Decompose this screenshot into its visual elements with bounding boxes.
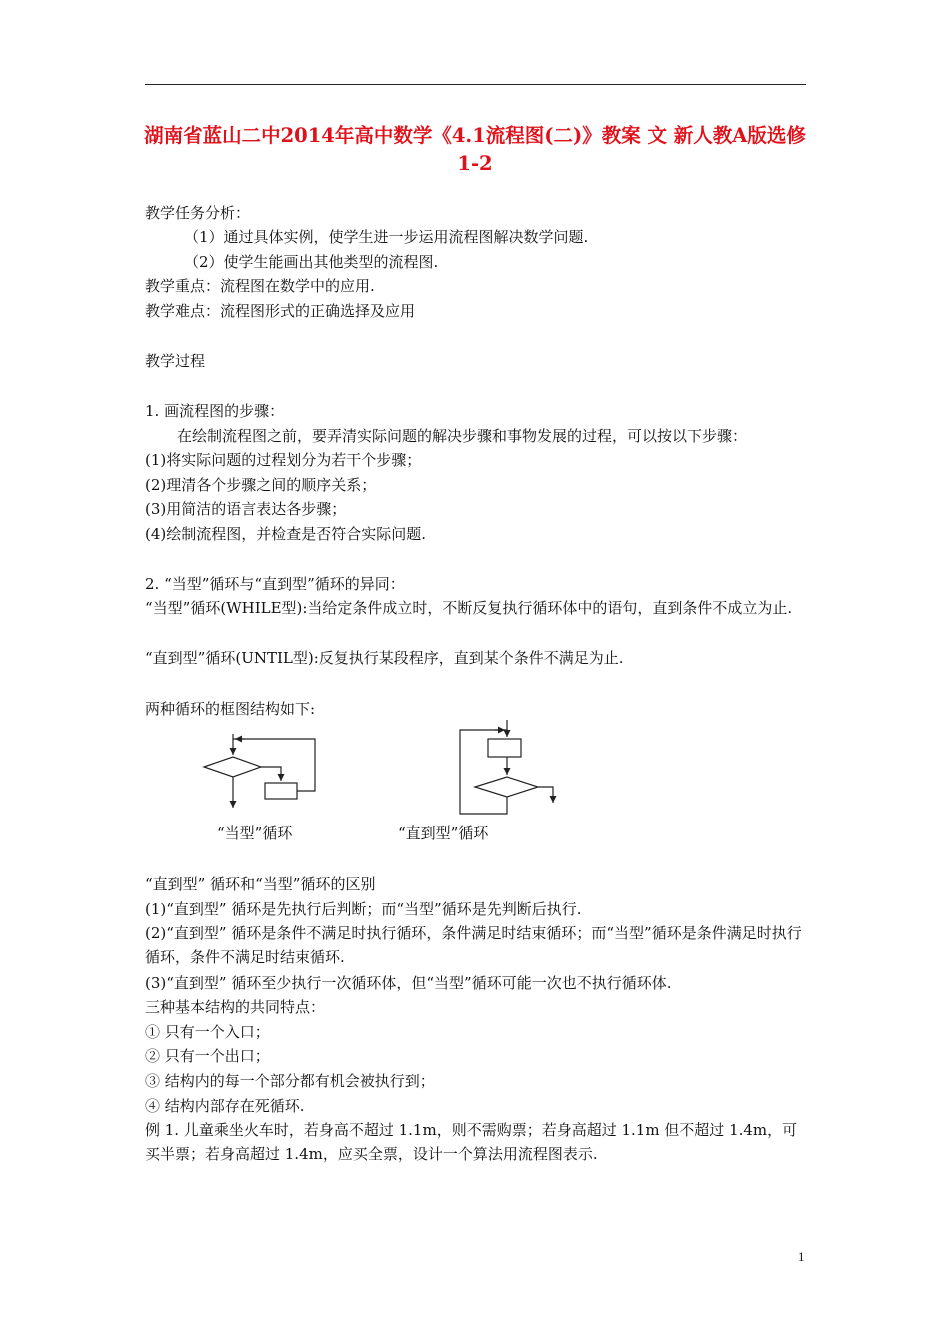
process-heading: 教学过程 <box>145 352 206 370</box>
while-loop-definition: “当型”循环(WHILE型):当给定条件成立时，不断反复执行循环体中的语句，直到条件不成立为止. <box>145 599 793 617</box>
diagram-intro: 两种循环的框图结构如下: <box>145 700 316 718</box>
task-heading: 教学任务分析： <box>145 204 251 222</box>
common-features-heading: 三种基本结构的共同特点： <box>145 998 326 1016</box>
difference-item-1: (1)“直到型” 循环是先执行后判断；而“当型”循环是先判断后执行. <box>145 900 582 918</box>
difference-item-2: (2)“直到型” 循环是条件不满足时执行循环，条件满足时结束循环；而“当型”循环是条件满足时执行循环，条件不满足时结束循环. <box>145 924 802 966</box>
until-loop-definition: “直到型”循环(UNTIL型):反复执行某段程序，直到某个条件不满足为止. <box>145 649 624 667</box>
page-number: 1 <box>798 1249 805 1264</box>
loop-flowcharts <box>195 717 575 837</box>
task-item-2: （2）使学生能画出其他类型的流程图. <box>184 253 439 271</box>
common-feature-4: ④ 结构内部存在死循环. <box>145 1097 305 1115</box>
section-1-step-3: (3)用简洁的语言表达各步骤； <box>145 500 347 518</box>
section-2-heading: 2. “当型”循环与“直到型”循环的异同： <box>145 575 405 593</box>
section-1-heading: 1. 画流程图的步骤： <box>145 402 285 420</box>
section-1-intro: 在绘制流程图之前，要弄清实际问题的解决步骤和事物发展的过程，可以按以下步骤： <box>177 427 748 445</box>
section-1-step-2: (2)理清各个步骤之间的顺序关系； <box>145 476 377 494</box>
teaching-focus: 教学重点：流程图在数学中的应用. <box>145 277 375 295</box>
section-1-step-4: (4)绘制流程图，并检查是否符合实际问题. <box>145 525 427 543</box>
while-loop-flowchart <box>204 734 315 808</box>
until-loop-caption: “直到型”循环 <box>398 824 489 842</box>
common-feature-3: ③ 结构内的每一个部分都有机会被执行到； <box>145 1072 435 1090</box>
common-feature-1: ① 只有一个入口； <box>145 1023 270 1041</box>
difference-item-3: (3)“直到型” 循环至少执行一次循环体，但“当型”循环可能一次也不执行循环体. <box>145 974 672 992</box>
header-rule <box>145 84 806 85</box>
example-1: 例 1. 儿童乘坐火车时，若身高不超过 1.1m，则不需购票；若身高超过 1.1m 但不超过 1.4m，可买半票；若身高超过 1.4m，应买全票，设计一个算法用流程图表示. <box>145 1121 798 1163</box>
while-loop-caption: “当型”循环 <box>217 824 293 842</box>
difference-heading: “直到型” 循环和“当型”循环的区别 <box>145 875 376 893</box>
task-item-1: （1）通过具体实例，使学生进一步运用流程图解决数学问题. <box>184 228 589 246</box>
section-1-step-1: (1)将实际问题的过程划分为若干个步骤； <box>145 451 422 469</box>
common-feature-2: ② 只有一个出口； <box>145 1047 270 1065</box>
document-title: 湖南省蓝山二中2014年高中数学《4.1流程图(二)》教案 文 新人教A版选修1-2 <box>144 124 806 175</box>
until-loop-flowchart <box>460 720 553 814</box>
teaching-difficulty: 教学难点：流程图形式的正确选择及应用 <box>145 302 416 320</box>
